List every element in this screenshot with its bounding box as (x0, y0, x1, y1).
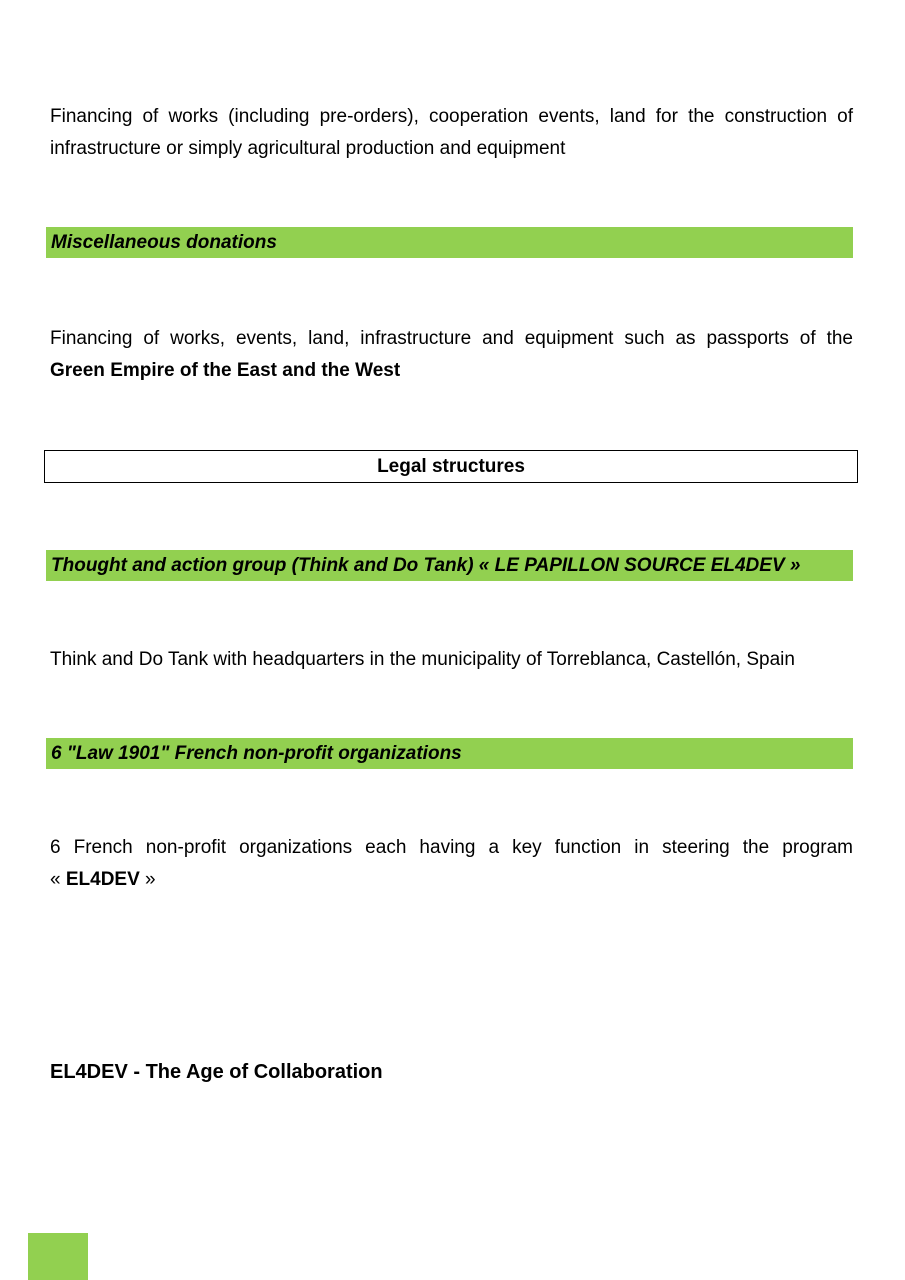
heading-think-and-do-tank (46, 550, 853, 581)
program-name-bold: EL4DEV (65, 869, 140, 890)
document-footer-title: EL4DEV - The Age of Collaboration (50, 1061, 383, 1083)
legal-structures-heading-box (44, 450, 858, 483)
heading-miscellaneous-donations (46, 227, 853, 258)
heading-law-1901-organizations (46, 738, 853, 769)
paragraph-six-organizations (50, 832, 853, 896)
heading-text: Miscellaneous donations (51, 231, 277, 253)
heading-text: Legal structures (377, 455, 525, 477)
paragraph-line-bold: Green Empire of the East and the West (50, 360, 401, 381)
paragraph-line: Financing of works (including pre-orders), cooperation events, land for the construction of (50, 106, 853, 127)
paragraph-line: Think and Do Tank with headquarters in the municipality of Torreblanca, Castellón, Spain (50, 649, 795, 670)
guillemet-close: » (139, 869, 156, 890)
paragraph-financing-passports (50, 323, 853, 387)
heading-text: 6 "Law 1901" French non-profit organizations (51, 742, 462, 764)
guillemet-open: « (50, 869, 66, 890)
paragraph-line: Financing of works, events, land, infrastructure and equipment such as passports of the (50, 328, 853, 349)
paragraph-line: 6 French non-profit organizations each having a key function in steering the program (50, 837, 853, 858)
paragraph-line: infrastructure or simply agricultural production and equipment (50, 138, 566, 159)
green-corner-block (28, 1233, 88, 1280)
paragraph-line (50, 864, 853, 896)
paragraph-financing-preorders (50, 101, 853, 165)
paragraph-think-tank-headquarters (50, 644, 853, 676)
heading-text: Thought and action group (Think and Do Tank) « LE PAPILLON SOURCE EL4DEV » (51, 554, 801, 576)
